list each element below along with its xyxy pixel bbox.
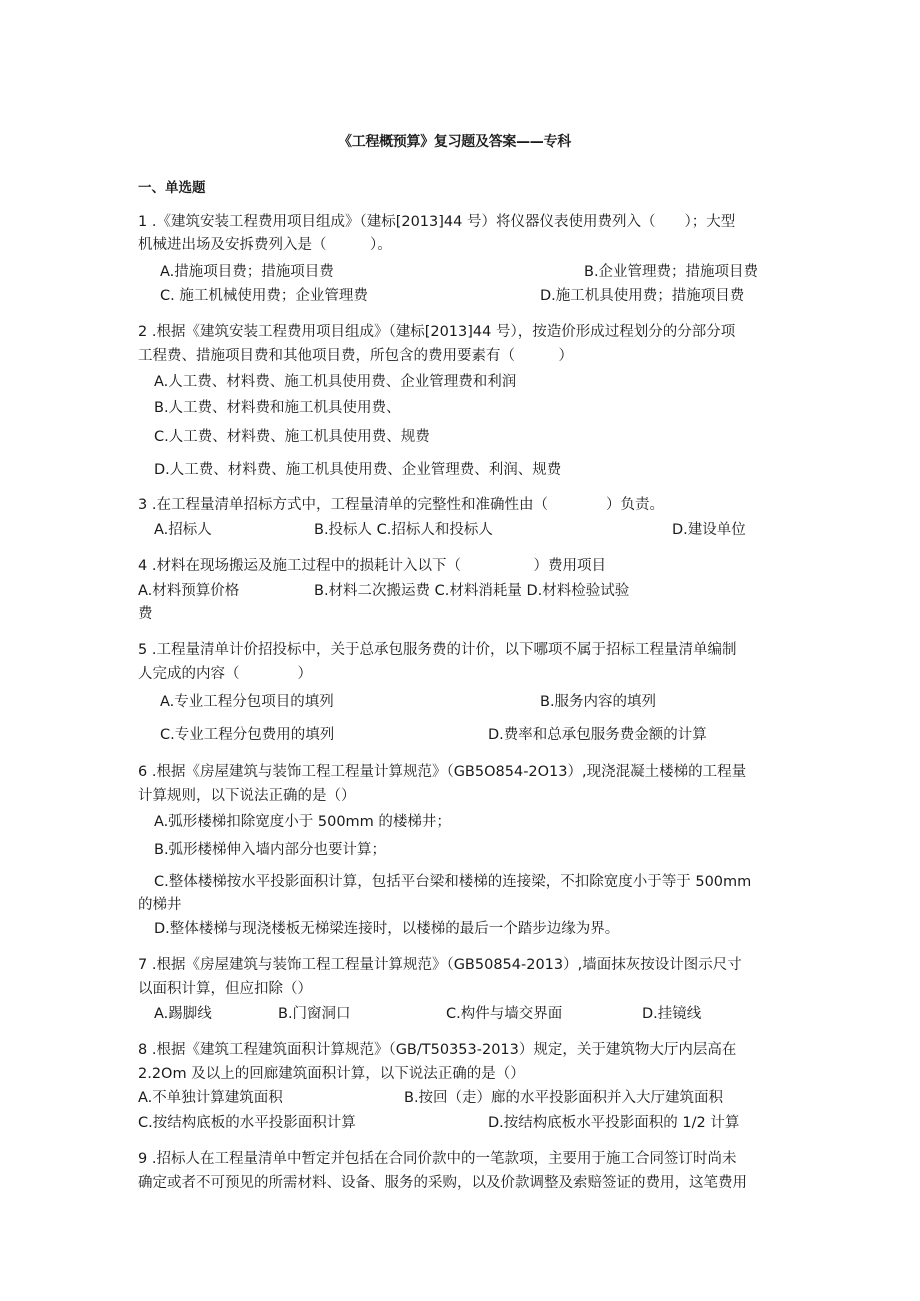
q1-option-a: A.措施项目费；措施项目费 xyxy=(160,264,334,280)
q8-option-b: B.按回（走）廊的水平投影面积并入大厅建筑面积 xyxy=(404,1090,724,1106)
q2-option-b: B.人工费、材料费和施工机具使用费、 xyxy=(154,400,401,416)
q9-stem-line1: 9 .招标人在工程量清单中暂定并包括在合同价款中的一笔款项，主要用于施工合同签订时尚未 xyxy=(138,1151,737,1167)
q2-stem-line2: 工程费、措施项目费和其他项目费，所包含的费用要素有（ ） xyxy=(138,348,573,364)
q6-option-c-line1: C.整体楼梯按水平投影面积计算，包括平台梁和楼梯的连接梁，不扣除宽度小于等于 500mm xyxy=(154,874,752,890)
document-title: 《工程概预算》复习题及答案——专科 xyxy=(338,134,571,150)
q8-option-a: A.不单独计算建筑面积 xyxy=(138,1090,283,1106)
q6-stem-line1: 6 .根据《房屋建筑与装饰工程工程量计算规范》（GB5O854-2O13）,现浇混凝土楼梯的工程量 xyxy=(138,764,747,780)
q7-stem-line1: 7 .根据《房屋建筑与装饰工程工程量计算规范》（GB50854-2013）,墙面抹灰按设计图示尺寸 xyxy=(138,957,742,973)
q1-option-c: C. 施工机械使用费；企业管理费 xyxy=(160,288,368,304)
q6-option-d: D.整体楼梯与现浇楼板无梯梁连接时，以楼梯的最后一个踏步边缘为界。 xyxy=(154,921,620,937)
q8-stem-line2: 2.2Om 及以上的回廊建筑面积计算，以下说法正确的是（） xyxy=(138,1066,525,1082)
q7-stem-line2: 以面积计算，但应扣除（） xyxy=(138,981,312,997)
q7-option-b: B.门窗洞口 xyxy=(278,1006,351,1022)
q3-stem: 3 .在工程量清单招标方式中，工程量清单的完整性和准确性由（ ）负责。 xyxy=(138,497,664,513)
q4-stem: 4 .材料在现场搬运及施工过程中的损耗计入以下（ ）费用项目 xyxy=(138,558,606,574)
q2-stem-line1: 2 .根据《建筑安装工程费用项目组成》（建标[2013]44 号），按造价形成过程划分的分部分项 xyxy=(138,324,736,340)
q1-option-b: B.企业管理费；措施项目费 xyxy=(584,264,759,280)
q2-option-d: D.人工费、材料费、施工机具使用费、企业管理费、利润、规费 xyxy=(154,462,562,478)
q8-option-c: C.按结构底板的水平投影面积计算 xyxy=(138,1115,356,1131)
q7-option-d: D.挂镜线 xyxy=(642,1006,702,1022)
q5-option-d: D.费率和总承包服务费金额的计算 xyxy=(488,727,707,743)
q5-option-b: B.服务内容的填列 xyxy=(540,694,657,710)
q6-option-a: A.弧形楼梯扣除宽度小于 500mm 的楼梯井； xyxy=(154,814,451,830)
q5-stem-line1: 5 .工程量清单计价招投标中，关于总承包服务费的计价，以下哪项不属于招标工程量清单编制 xyxy=(138,642,737,658)
section-heading: 一、单选题 xyxy=(138,180,206,196)
q8-option-d: D.按结构底板水平投影面积的 1/2 计算 xyxy=(488,1115,740,1131)
q3-option-a: A.招标人 xyxy=(154,522,212,538)
q1-option-d: D.施工机具使用费；措施项目费 xyxy=(540,288,745,304)
q5-option-a: A.专业工程分包项目的填列 xyxy=(160,694,334,710)
q5-option-c: C.专业工程分包费用的填列 xyxy=(160,727,335,743)
q6-option-b: B.弧形楼梯伸入墙内部分也要计算； xyxy=(154,842,387,858)
q6-option-c-line2: 的梯井 xyxy=(138,897,182,913)
q2-option-a: A.人工费、材料费、施工机具使用费、企业管理费和利润 xyxy=(154,374,517,390)
q9-stem-line2: 确定或者不可预见的所需材料、设备、服务的采购，以及价款调整及索赔签证的费用，这笔费用 xyxy=(138,1175,747,1191)
q4-option-d-tail: 费 xyxy=(138,606,153,622)
q6-stem-line2: 计算规则，以下说法正确的是（） xyxy=(138,788,356,804)
q4-option-bcd: B.材料二次搬运费 C.材料消耗量 D.材料检验试验 xyxy=(314,583,630,599)
q4-option-a: A.材料预算价格 xyxy=(138,583,240,599)
q5-stem-line2: 人完成的内容（ ） xyxy=(138,666,312,682)
q3-option-d: D.建设单位 xyxy=(672,522,746,538)
q1-stem-line1: 1 .《建筑安装工程费用项目组成》（建标[2013]44 号）将仪器仪表使用费列入（ ）；大型 xyxy=(138,214,736,230)
q7-option-a: A.踢脚线 xyxy=(154,1006,212,1022)
q7-option-c: C.构件与墙交界面 xyxy=(446,1006,563,1022)
q1-stem-line2: 机械进出场及安拆费列入是（ ）。 xyxy=(138,237,392,253)
q8-stem-line1: 8 .根据《建筑工程建筑面积计算规范》（GB/T50353-2013）规定，关于建筑物大厅内层高在 xyxy=(138,1042,737,1058)
q3-option-bc: B.投标人 C.招标人和投标人 xyxy=(314,522,493,538)
q2-option-c: C.人工费、材料费、施工机具使用费、规费 xyxy=(154,429,430,445)
